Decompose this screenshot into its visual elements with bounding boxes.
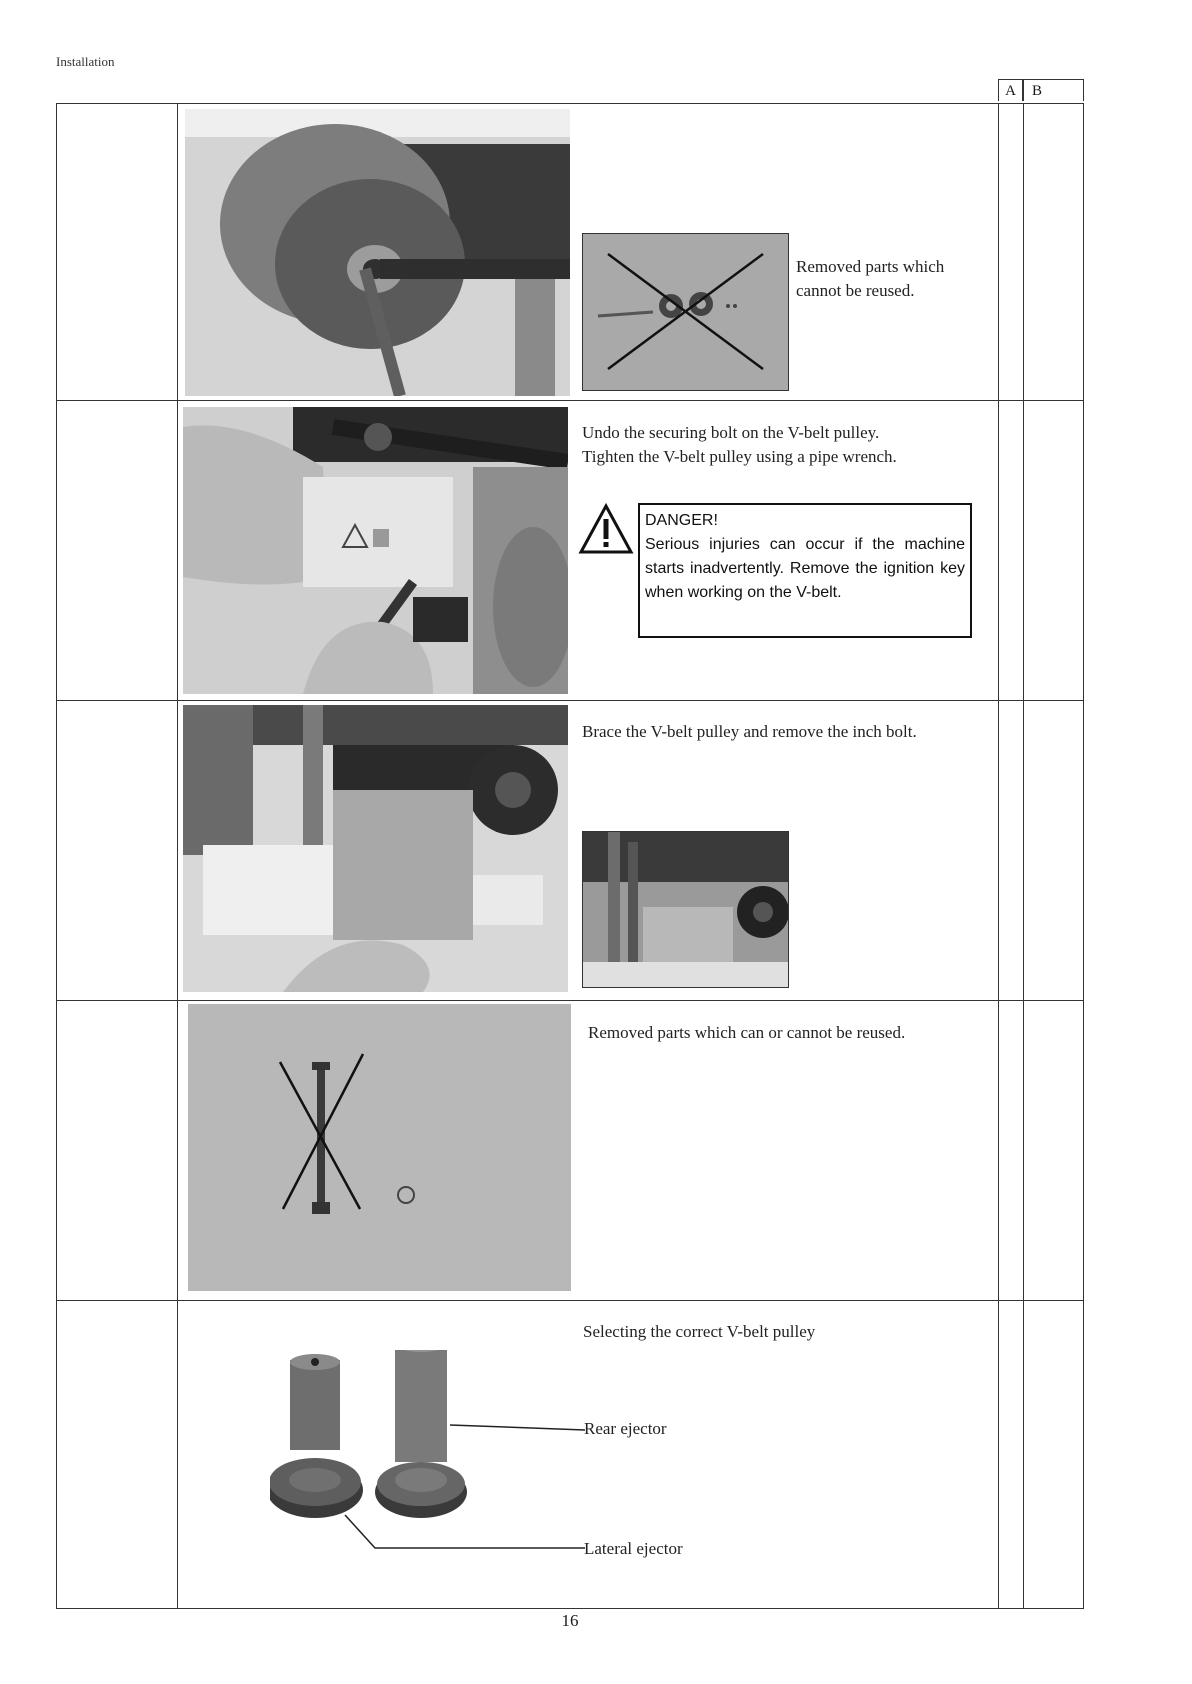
photo-removed-parts-crossed (582, 233, 789, 391)
column-b-header: B (1023, 79, 1084, 101)
row-divider-4 (57, 1300, 1083, 1301)
danger-title: DANGER! (645, 512, 718, 529)
caption-undo-bolt: Undo the securing bolt on the V-belt pulley. Tighten the V-belt pulley using a pipe wrench. (582, 423, 897, 466)
photo-pulley-removal (185, 109, 570, 396)
section-label: Installation (56, 54, 115, 69)
row-divider-2 (57, 700, 1083, 701)
rear-ejector-leader-line (450, 1425, 585, 1430)
column-divider-b (1023, 104, 1024, 1608)
rear-ejector-shaft (395, 1350, 447, 1462)
warning-triangle-icon (578, 503, 634, 555)
column-divider-a (998, 104, 999, 1608)
caption-removed-parts: Removed parts which cannot be reused. (796, 257, 945, 300)
row-divider-3 (57, 1000, 1083, 1001)
lateral-ejector-leader-line (345, 1515, 585, 1548)
caption-reusable-parts: Removed parts which can or cannot be reused. (588, 1023, 906, 1042)
pulley-diagram (270, 1350, 600, 1565)
photo-brace-pulley (183, 705, 568, 992)
label-lateral-ejector: Lateral ejector (584, 1539, 683, 1558)
page-number: 16 (561, 1611, 579, 1630)
photo-brace-detail (582, 831, 789, 988)
label-rear-ejector: Rear ejector (584, 1419, 667, 1438)
column-divider-left (177, 104, 178, 1608)
row-divider-1 (57, 400, 1083, 401)
column-a-header: A (998, 79, 1023, 101)
lateral-ejector-shaft (290, 1360, 340, 1450)
caption-brace-pulley: Brace the V-belt pulley and remove the inch bolt. (582, 722, 917, 741)
photo-inch-bolt-washer (188, 1004, 571, 1291)
caption-select-pulley: Selecting the correct V-belt pulley (583, 1322, 816, 1341)
photo-pipe-wrench (183, 407, 568, 694)
danger-text: Serious injuries can occur if the machine starts inadvertently. Remove the ignition key when working on the V-belt. (645, 536, 965, 601)
danger-warning-box (638, 503, 972, 638)
